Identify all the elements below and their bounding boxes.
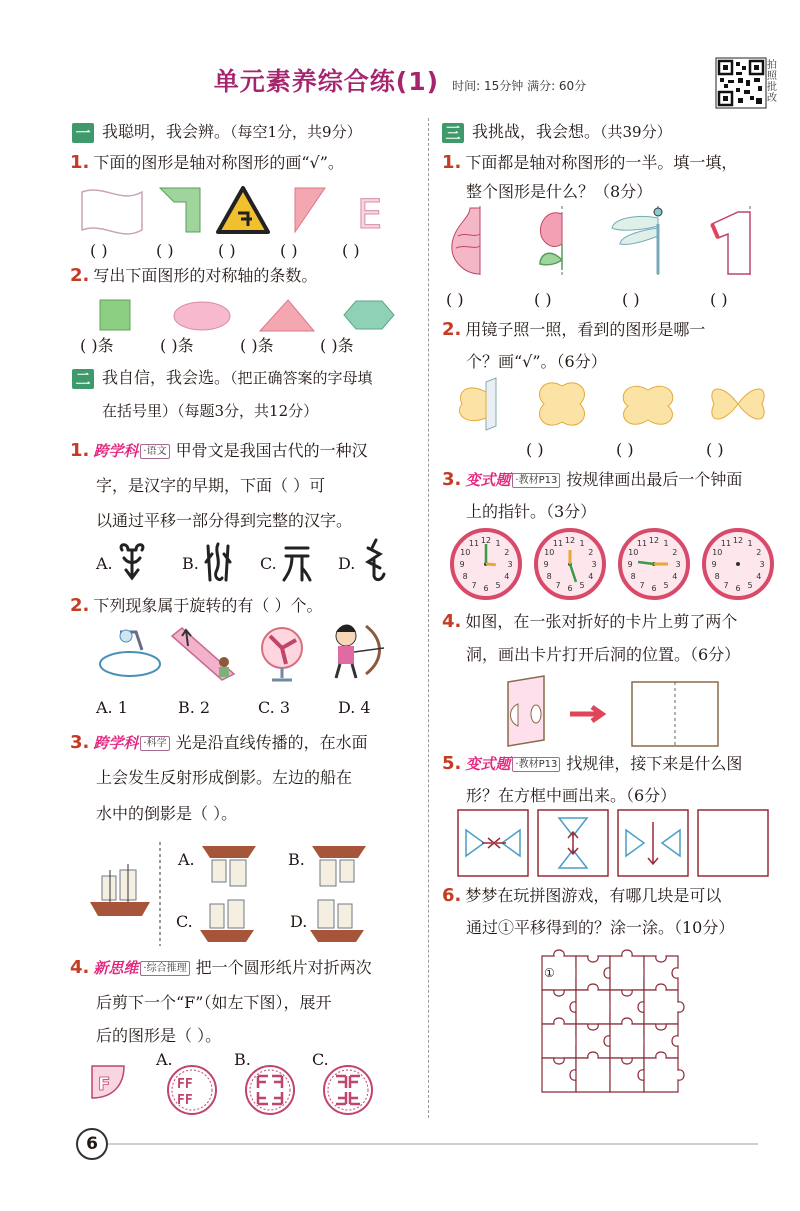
title-meta: 时间: 15分钟 满分: 60分 <box>452 79 587 93</box>
s3-q4-number: 4. <box>442 611 462 632</box>
original-ship <box>90 864 150 916</box>
butterfly-option-2 <box>623 386 673 424</box>
butterfly-option-1 <box>539 383 584 425</box>
s2-q4-number: 4. <box>70 957 90 978</box>
option-a[interactable]: A. <box>178 850 195 869</box>
option-d[interactable]: D. <box>338 554 356 573</box>
s3-q5-pattern <box>456 808 776 880</box>
s3-q4-text1: 如图，在一张对折好的卡片上剪了两个 <box>465 612 738 631</box>
s3-q6-number: 6. <box>442 885 462 906</box>
half-flower-picture <box>540 206 562 276</box>
triangle-shape <box>260 300 314 331</box>
option-b[interactable]: B. <box>288 850 305 869</box>
half-tshirt-picture <box>712 206 750 276</box>
option-a[interactable]: A. 1 <box>96 698 128 717</box>
svg-text:8: 8 <box>462 572 468 581</box>
tag-textbook: ·教材P13 <box>512 757 560 772</box>
svg-text:11: 11 <box>636 539 648 549</box>
puzzle-piece <box>610 1058 644 1092</box>
s2-q2-number: 2. <box>70 595 90 616</box>
s2-q3-line2: 上会发生反射形成倒影。左边的船在 <box>96 768 353 787</box>
svg-text:FF: FF <box>177 1093 193 1108</box>
clock-face <box>452 530 520 598</box>
s3-q3-number: 3. <box>442 469 462 490</box>
svg-text:4: 4 <box>504 572 510 581</box>
option-a[interactable]: A. <box>96 554 113 573</box>
s2-q3-line3: 水中的倒影是（ ）。 <box>96 804 238 823</box>
ship-option-b-picture <box>312 846 366 886</box>
svg-text:8: 8 <box>546 572 552 581</box>
svg-text:7: 7 <box>723 580 729 590</box>
s1-q1-answers <box>90 241 360 261</box>
option-c[interactable]: C. <box>312 1050 329 1069</box>
s3-q2-text1: 用镜子照一照，看到的图形是哪一 <box>465 320 706 339</box>
answer-paren[interactable]: ( ) <box>446 290 464 309</box>
s2-q1-line3: 以通过平移一部分得到完整的汉字。 <box>96 511 353 530</box>
svg-text:2: 2 <box>504 548 510 557</box>
s3-q5-line1 <box>442 754 742 774</box>
wavy-flag-shape <box>82 190 142 234</box>
arrow-icon <box>570 707 602 721</box>
s2-q4-line1 <box>70 958 372 978</box>
faucet-basin-picture <box>100 630 160 676</box>
section1-note: （每空1分，共9分） <box>230 123 362 141</box>
s2-q2-stem <box>70 596 322 616</box>
svg-text:12: 12 <box>732 536 744 545</box>
half-vase-picture <box>452 206 480 276</box>
footer-rule <box>108 1143 758 1145</box>
s1-q1-stem <box>70 153 344 173</box>
ship-option-d-picture <box>310 900 364 942</box>
s2-q1-line2: 字，是汉字的早期，下面（ ）可 <box>96 476 326 495</box>
s3-q6-line2: 通过①平移得到的？涂一涂。（10分） <box>466 918 735 937</box>
s3-q3-text1: 按规律画出最后一个钟面 <box>566 470 743 489</box>
svg-text:4: 4 <box>756 572 762 581</box>
s1-q2-number: 2. <box>70 265 90 286</box>
square-shape <box>100 300 130 330</box>
oracle-glyph-b <box>204 542 232 584</box>
s2-q3-number: 3. <box>70 732 90 753</box>
s3-q4-line2: 洞，画出卡片打开后洞的位置。（6分） <box>466 645 741 664</box>
pattern-box-2 <box>538 810 608 876</box>
count-answer[interactable]: ( )条 <box>160 336 194 355</box>
svg-text:6: 6 <box>735 584 741 593</box>
s3-q6-text1: 梦梦在玩拼图游戏，有哪几块是可以 <box>465 886 722 905</box>
clock-face <box>620 530 688 598</box>
s2-q4-text1: 把一个圆形纸片对折两次 <box>195 958 372 977</box>
page-number: 6 <box>76 1128 108 1160</box>
section3-note: （共39分） <box>600 123 672 141</box>
s3-q5-text1: 找规律，接下来是什么图 <box>566 754 743 773</box>
s3-q2-line1 <box>442 320 705 340</box>
answer-paren[interactable]: ( ) <box>622 290 640 309</box>
s3-q1-line1 <box>442 153 737 173</box>
s1-q2-text: 写出下面图形的对称轴的条数。 <box>93 266 318 285</box>
ship-option-c-picture <box>200 900 254 942</box>
svg-text:3: 3 <box>591 560 597 569</box>
s3-q6-line1 <box>442 886 721 906</box>
open-card-frame <box>632 682 718 746</box>
tag-subject: ·综合推理 <box>140 961 189 976</box>
folded-card-picture <box>508 676 544 746</box>
svg-text:10: 10 <box>544 548 555 557</box>
svg-text:5: 5 <box>747 580 753 590</box>
count-answer[interactable]: ( )条 <box>80 336 114 355</box>
new-thinking-tag: 新思维 <box>93 959 139 977</box>
svg-text:2: 2 <box>588 548 594 557</box>
option-b[interactable]: B. <box>182 554 199 573</box>
s1-q2-answers <box>80 336 354 356</box>
tag-subject: ·语文 <box>140 444 169 459</box>
column-divider <box>428 118 429 1118</box>
s2-q4-options <box>140 1050 380 1120</box>
s2-q4-line3: 后的图形是（ ）。 <box>96 1026 222 1045</box>
s3-q4-card-figure <box>504 674 722 748</box>
fan-picture <box>262 628 302 680</box>
s3-q1-number: 1. <box>442 152 462 173</box>
oracle-glyph-d <box>362 538 386 584</box>
svg-text:5: 5 <box>495 580 501 590</box>
svg-text:FF: FF <box>177 1077 193 1092</box>
clock-face <box>704 530 772 598</box>
s2-q3-line1 <box>70 733 368 753</box>
variant-tag: 变式题 <box>465 471 511 489</box>
s2-q2-pictures <box>96 622 416 684</box>
answer-paren[interactable]: ( ) <box>616 440 634 459</box>
s2-q1-line1 <box>70 441 368 461</box>
pattern-box-1 <box>458 810 528 876</box>
answer-paren[interactable]: ( ) <box>156 241 174 260</box>
s1-q2-figures <box>98 298 398 334</box>
svg-text:2: 2 <box>756 548 762 557</box>
option-b[interactable]: B. <box>234 1050 251 1069</box>
answer-paren[interactable]: ( ) <box>218 241 236 260</box>
unfolded-circle-a <box>166 1064 218 1116</box>
svg-text:12: 12 <box>564 536 576 545</box>
svg-text:4: 4 <box>672 572 678 581</box>
s3-q1-line2: 整个图形是什么？（8分） <box>466 182 653 201</box>
oracle-glyph-a <box>118 542 146 584</box>
svg-text:3: 3 <box>759 560 765 569</box>
puzzle-piece <box>542 1058 576 1092</box>
svg-text:9: 9 <box>459 560 465 569</box>
count-answer[interactable]: ( )条 <box>320 336 354 355</box>
svg-text:8: 8 <box>630 572 636 581</box>
svg-text:4: 4 <box>588 572 594 581</box>
clock-face <box>536 530 604 598</box>
s3-q1-half-figures <box>444 204 780 278</box>
s2-q2-options <box>96 698 371 718</box>
s2-q4-line2: 后剪下一个“F”（如左下图），展开 <box>96 993 332 1012</box>
road-sign-shape <box>218 188 268 232</box>
section1-badge: 一 <box>72 123 94 143</box>
s3-q2-butterflies <box>452 378 782 434</box>
count-answer[interactable]: ( )条 <box>240 336 274 355</box>
s3-q5-number: 5. <box>442 753 462 774</box>
answer-paren[interactable]: ( ) <box>710 290 728 309</box>
s3-q1-text1: 下面都是轴对称图形的一半。填一填， <box>465 153 738 172</box>
jigsaw-puzzle[interactable] <box>536 950 686 1110</box>
answer-paren[interactable]: ( ) <box>342 241 360 260</box>
svg-text:7: 7 <box>471 580 477 590</box>
svg-text:6: 6 <box>651 584 657 593</box>
svg-text:11: 11 <box>720 539 732 549</box>
s3-q5-line2: 形？在方框中画出来。（6分） <box>466 786 677 805</box>
cross-subject-tag: 跨学科 <box>93 442 139 460</box>
s3-q4-line1 <box>442 612 737 632</box>
letter-e-shape: E <box>357 192 383 238</box>
answer-paren[interactable]: ( ) <box>526 440 544 459</box>
section2-title: 我自信，我会选。 <box>102 368 231 387</box>
variant-tag: 变式题 <box>465 755 511 773</box>
butterfly-option-3 <box>712 389 764 419</box>
svg-text:10: 10 <box>712 548 723 557</box>
svg-text:1: 1 <box>579 539 585 549</box>
s3-q3-line2: 上的指针。（3分） <box>466 502 597 521</box>
svg-text:3: 3 <box>675 560 681 569</box>
s1-q2-stem <box>70 266 317 286</box>
svg-text:7: 7 <box>555 580 561 590</box>
s3-q3-clocks <box>446 526 780 602</box>
s3-q1-answers <box>446 290 728 310</box>
oracle-glyph-c <box>282 544 312 584</box>
svg-text:1: 1 <box>495 539 501 549</box>
s3-q2-number: 2. <box>442 319 462 340</box>
svg-text:9: 9 <box>711 560 717 569</box>
page-title <box>0 62 800 98</box>
option-c[interactable]: C. <box>260 554 277 573</box>
tag-subject: ·科学 <box>140 736 169 751</box>
answer-drawing-box <box>698 810 768 876</box>
svg-text:5: 5 <box>663 580 669 590</box>
svg-text:6: 6 <box>567 584 573 593</box>
svg-text:3: 3 <box>507 560 513 569</box>
section2-note-2: 在括号里）（每题3分，共12分） <box>102 402 319 420</box>
svg-text:F: F <box>98 1074 111 1095</box>
ellipse-shape <box>174 302 230 330</box>
puzzle-piece-label: ① <box>544 966 555 980</box>
hexagon-shape <box>344 301 394 329</box>
svg-text:11: 11 <box>468 539 480 549</box>
title-text: 单元素养综合练(1) <box>213 67 440 96</box>
s2-q2-text: 下列现象属于旋转的有（ ）个。 <box>93 596 323 615</box>
s2-q1-options <box>96 536 416 586</box>
option-d[interactable]: D. <box>290 912 308 931</box>
svg-text:12: 12 <box>480 536 492 545</box>
svg-text:10: 10 <box>628 548 639 557</box>
option-c[interactable]: C. 3 <box>258 698 291 717</box>
svg-text:1: 1 <box>663 539 669 549</box>
s1-q1-text: 下面的图形是轴对称图形的画“√”。 <box>93 153 344 172</box>
angle-bracket-shape <box>160 188 200 232</box>
escalator-picture <box>172 628 234 680</box>
s2-q3-text1: 光是沿直线传播的，在水面 <box>175 733 368 752</box>
mirror-picture <box>459 378 496 430</box>
svg-text:10: 10 <box>460 548 471 557</box>
section1-title: 我聪明，我会辨。 <box>102 122 231 141</box>
section3-title: 我挑战，我会想。 <box>472 122 601 141</box>
option-b[interactable]: B. 2 <box>178 698 211 717</box>
svg-text:8: 8 <box>714 572 720 581</box>
s3-q2-answers <box>526 440 724 460</box>
svg-text:12: 12 <box>648 536 660 545</box>
svg-text:5: 5 <box>579 580 585 590</box>
answer-paren[interactable]: ( ) <box>280 241 298 260</box>
cross-subject-tag: 跨学科 <box>93 734 139 752</box>
section3-heading <box>442 122 672 143</box>
svg-text:7: 7 <box>639 580 645 590</box>
pattern-box-3 <box>618 810 688 876</box>
s2-q1-number: 1. <box>70 440 90 461</box>
section2-heading <box>72 368 373 389</box>
s2-q1-text1: 甲骨文是我国古代的一种汉 <box>175 441 368 460</box>
section2-badge: 二 <box>72 369 94 389</box>
qr-caption: 拍照批改 <box>767 60 777 104</box>
svg-text:9: 9 <box>627 560 633 569</box>
s1-q1-number: 1. <box>70 152 90 173</box>
tag-textbook: ·教材P13 <box>512 473 560 488</box>
answer-paren[interactable]: ( ) <box>534 290 552 309</box>
svg-text:6: 6 <box>483 584 489 593</box>
triangle-shape <box>295 188 325 232</box>
option-d[interactable]: D. 4 <box>338 698 371 717</box>
puzzle-piece <box>644 1052 684 1092</box>
qr-code-icon <box>716 58 766 108</box>
section1-heading <box>72 122 362 143</box>
svg-text:11: 11 <box>552 539 564 549</box>
puzzle-piece <box>644 984 684 1024</box>
section3-badge: 三 <box>442 123 464 143</box>
section2-note-1: （把正确答案的字母填 <box>230 369 373 387</box>
archer-picture <box>336 625 384 679</box>
s2-q3-ships <box>84 840 424 950</box>
svg-text:9: 9 <box>543 560 549 569</box>
s1-q1-figures <box>80 186 400 236</box>
folded-paper-f <box>90 1064 130 1104</box>
s3-q3-line1 <box>442 470 742 490</box>
s3-q2-line2: 个？画“√”。（6分） <box>466 352 607 371</box>
unfolded-circle-b <box>244 1064 296 1116</box>
ship-option-a-picture <box>202 846 256 886</box>
half-dragonfly-picture <box>612 206 662 276</box>
svg-text:2: 2 <box>672 548 678 557</box>
unfolded-circle-c <box>322 1064 374 1116</box>
svg-text:1: 1 <box>747 539 753 549</box>
answer-paren[interactable]: ( ) <box>90 241 108 260</box>
option-a[interactable]: A. <box>156 1050 173 1069</box>
answer-paren[interactable]: ( ) <box>706 440 724 459</box>
option-c[interactable]: C. <box>176 912 193 931</box>
